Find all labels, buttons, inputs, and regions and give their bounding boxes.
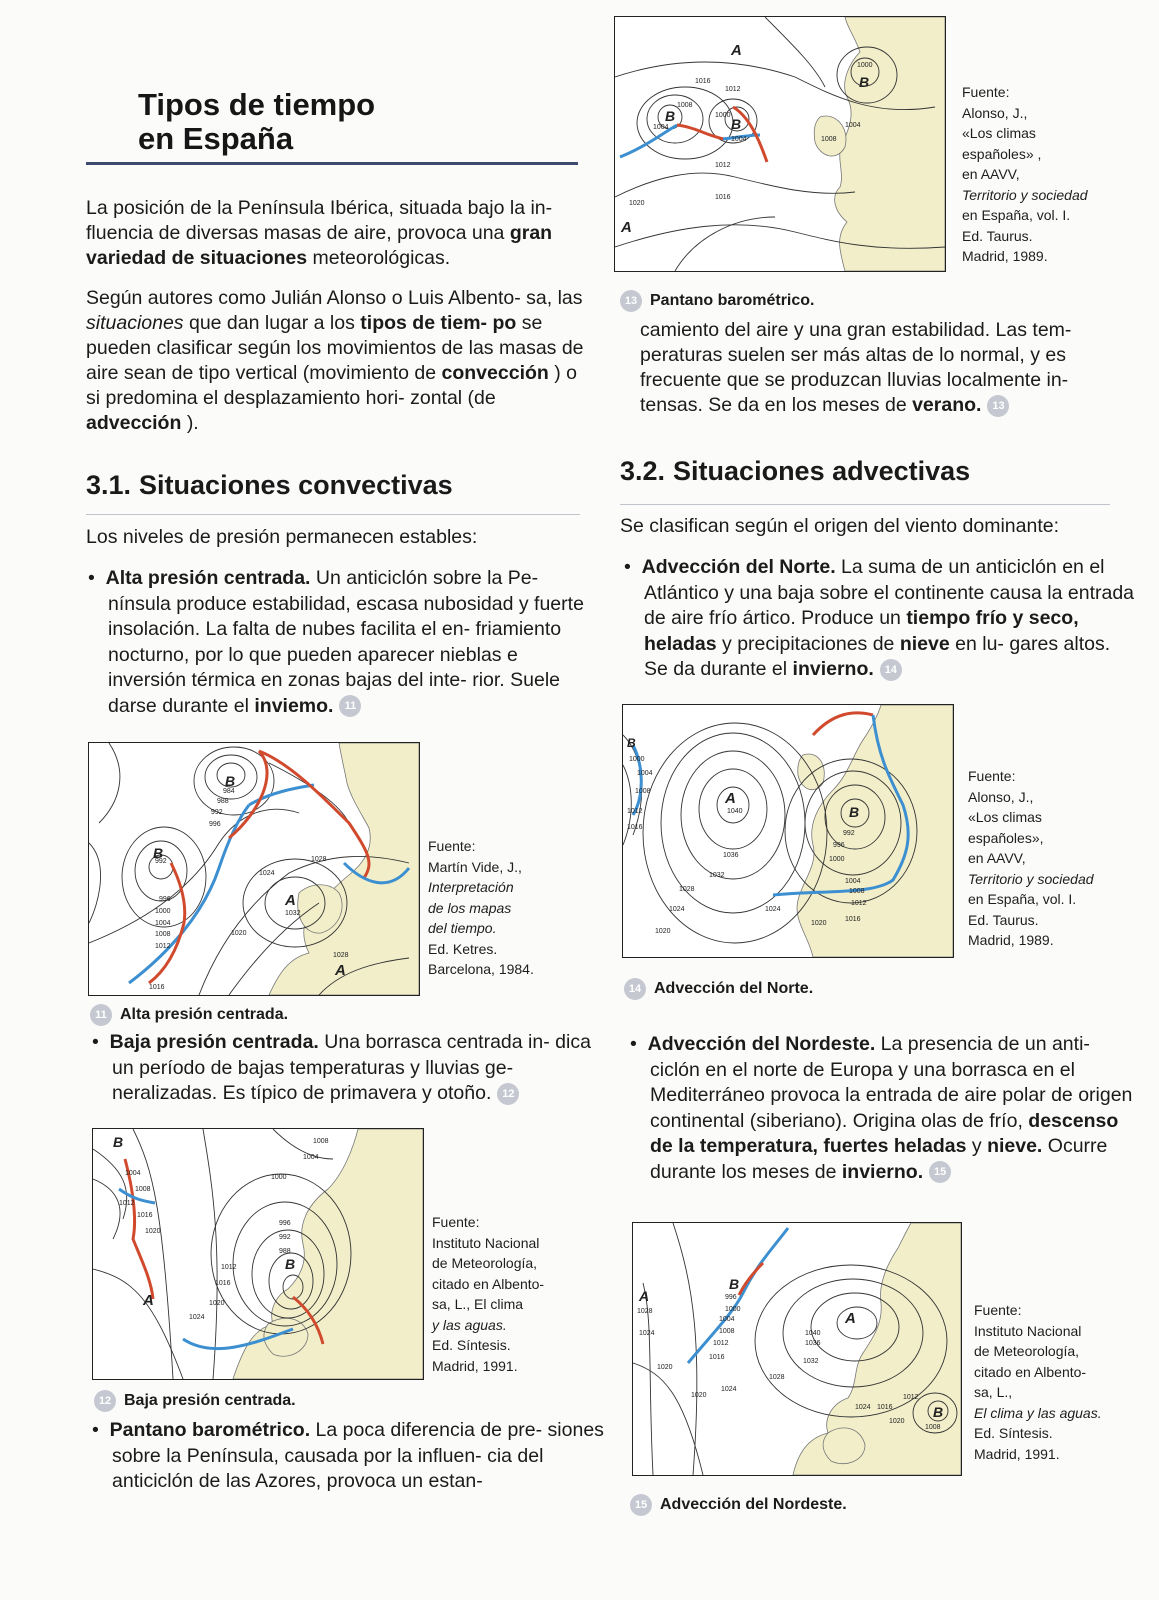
figure-12-source-line: citado en Albento- xyxy=(432,1275,545,1292)
figure-ref-11: 11 xyxy=(339,695,361,717)
map11-iso-1012: 1012 xyxy=(155,943,171,950)
text-run: verano. xyxy=(912,394,982,416)
map11-high-2: A xyxy=(335,962,346,979)
figure-12-source xyxy=(432,1212,562,1376)
figure-14-caption-text: Advección del Norte. xyxy=(654,980,814,997)
map14-low-1: B xyxy=(627,736,636,750)
bullet-pantano-lead: Pantano barométrico. xyxy=(109,1419,311,1441)
text-run: situaciones xyxy=(86,312,184,334)
map15-iso-1004: 1004 xyxy=(719,1316,735,1323)
figure-14-source-line: Alonso, J., xyxy=(968,788,1034,805)
map13-iso-1008: 1008 xyxy=(677,102,693,109)
figure-14-source-line: «Los climas xyxy=(968,809,1042,825)
bullet-alta-presion-text xyxy=(105,567,584,717)
figure-14-source xyxy=(968,766,1138,951)
map14-iso-1032: 1032 xyxy=(709,872,725,879)
map12-iso-1016: 1016 xyxy=(137,1212,153,1219)
text-run: friamiento nocturno, por lo que pueden aparecer xyxy=(108,618,562,666)
weather-map-15-svg xyxy=(633,1223,961,1475)
map15-low-1: B xyxy=(729,1276,740,1292)
figure-13-caption xyxy=(620,290,814,312)
text-run: La posición de la Península Ibérica, situada bajo la in- xyxy=(86,197,553,219)
map13-iso-1004c: 1004 xyxy=(845,122,861,129)
map12-iso-992: 992 xyxy=(279,1234,291,1241)
map11-low-2: B xyxy=(153,845,164,861)
figure-15-source-line: Instituto Nacional xyxy=(974,1322,1082,1339)
text-run: Según autores como Julián Alonso o Luis Albento- xyxy=(86,287,521,309)
text-run: en lu- xyxy=(955,632,1004,655)
figure-13-source-line: Fuente: xyxy=(962,84,1010,100)
map13-low-2: B xyxy=(731,116,742,132)
map14-iso-996: 996 xyxy=(833,842,845,849)
text-run: nieblas e inversión térmica en zonas bajas del inte- xyxy=(108,643,518,691)
map15-iso-1012: 1012 xyxy=(713,1340,729,1347)
weather-map-11-svg xyxy=(89,743,419,995)
map13-high-1: A xyxy=(731,42,742,59)
figure-13-number: 13 xyxy=(620,290,642,312)
map11-iso-1028: 1028 xyxy=(311,856,327,863)
map12-iso-1016b: 1016 xyxy=(215,1280,231,1287)
section-32-rule xyxy=(620,504,1110,505)
text-run: peraturas suelen ser más altas de lo normal, y es xyxy=(640,344,1066,366)
figure-13-source-line: Madrid, 1989. xyxy=(962,248,1048,264)
weather-map-12 xyxy=(92,1128,424,1380)
text-run: sa, las xyxy=(526,287,583,309)
text-run: advección xyxy=(86,412,182,434)
text-run: origen continental (siberiano). Origina olas de frío, xyxy=(650,1084,1133,1132)
map13-iso-1000: 1000 xyxy=(715,112,731,119)
map15-iso-996: 996 xyxy=(725,1294,737,1301)
bullet-adveccion-norte-lead: Advección del Norte. xyxy=(641,556,836,578)
text-run: y xyxy=(971,1135,982,1157)
map13-low-1: B xyxy=(665,108,676,124)
map11-iso-1032: 1032 xyxy=(285,910,301,917)
intro-paragraph-1 xyxy=(86,196,586,271)
figure-ref-13: 13 xyxy=(987,395,1009,417)
section-31-heading xyxy=(86,470,453,501)
section-31-title: Situaciones convectivas xyxy=(139,470,453,500)
map15-iso-1024b: 1024 xyxy=(721,1386,737,1393)
map14-iso-1028: 1028 xyxy=(679,886,695,893)
figure-12-caption-text: Baja presión centrada. xyxy=(124,1392,296,1409)
text-run: cia del anticiclón de las Azores, provoca un estan- xyxy=(112,1444,544,1492)
map13-iso-1012b: 1012 xyxy=(715,162,731,169)
figure-11-source-line: Ed. Ketres. xyxy=(428,940,498,957)
page-title-line-2: en España xyxy=(138,121,294,156)
text-run: nieve. xyxy=(987,1135,1043,1157)
map12-iso-1008: 1008 xyxy=(135,1186,151,1193)
bullet-adveccion-nordeste-lead: Advección del Nordeste. xyxy=(647,1033,876,1055)
text-run: Un anticiclón sobre la Pe- xyxy=(310,567,539,589)
map12-high-1: A xyxy=(143,1292,154,1309)
figure-12-source-line: Ed. Síntesis. xyxy=(432,1337,511,1353)
map15-iso-1008b: 1008 xyxy=(925,1424,941,1431)
map12-iso-1004: 1004 xyxy=(125,1170,141,1177)
figure-15-number: 15 xyxy=(630,1494,652,1516)
section-31-intro: Los niveles de presión permanecen estables: xyxy=(86,526,478,548)
figure-14-caption xyxy=(624,978,813,1000)
map15-iso-1016: 1016 xyxy=(709,1354,725,1361)
section-32-title: Situaciones advectivas xyxy=(673,456,971,486)
map14-iso-1016: 1016 xyxy=(627,824,643,831)
map14-iso-1004b: 1004 xyxy=(845,878,861,885)
figure-14-source-line: en España, vol. I. xyxy=(968,891,1077,907)
map11-iso-1008: 1008 xyxy=(155,931,171,938)
figure-12-source-line: Instituto Nacional xyxy=(432,1234,540,1251)
text-run: invierno. xyxy=(841,1160,924,1183)
map11-iso-992b: 992 xyxy=(155,858,167,865)
map15-iso-1008: 1008 xyxy=(719,1328,735,1335)
map15-iso-1024c: 1024 xyxy=(855,1404,871,1411)
map11-iso-1028b: 1028 xyxy=(333,952,349,959)
text-run: variedad de situaciones xyxy=(86,247,308,269)
figure-ref-12: 12 xyxy=(497,1083,519,1105)
map15-iso-1020c: 1020 xyxy=(889,1418,905,1425)
map13-iso-1004b: 1004 xyxy=(731,136,747,143)
text-run: gares altos. Se da durante el xyxy=(644,632,1111,680)
map13-iso-1008b: 1008 xyxy=(821,136,837,143)
text-run: invierno. xyxy=(792,658,874,680)
title-rule xyxy=(86,162,578,165)
figure-11-source xyxy=(428,836,558,980)
page-title-line-1: Tipos de tiempo xyxy=(138,87,376,122)
map14-iso-992: 992 xyxy=(843,830,855,837)
text-run: meteorológicas. xyxy=(312,247,451,269)
bullet-adveccion-nordeste-text xyxy=(647,1033,1133,1183)
section-31-rule xyxy=(86,514,580,515)
figure-15-source-line: de Meteorología, xyxy=(974,1343,1080,1359)
weather-map-13-svg xyxy=(615,17,945,271)
figure-14-source-line: Territorio y sociedad xyxy=(968,870,1094,887)
map12-iso-1012: 1012 xyxy=(119,1200,135,1207)
map14-iso-1000: 1000 xyxy=(629,756,645,763)
section-31-number: 3.1. xyxy=(86,470,132,500)
map15-iso-1016b: 1016 xyxy=(877,1404,893,1411)
map11-high-1: A xyxy=(285,892,296,909)
map12-iso-1020: 1020 xyxy=(145,1228,161,1235)
text-run: La poca diferencia de pre- xyxy=(310,1419,543,1441)
text-run: ciclón en el norte de Europa y una borrasca en el xyxy=(650,1058,1075,1081)
map15-iso-1000: 1000 xyxy=(725,1306,741,1313)
figure-12-caption xyxy=(94,1390,296,1412)
figure-14-source-line: Fuente: xyxy=(968,768,1016,784)
text-run: descenso de la temperatura, fuertes heladas xyxy=(650,1109,1119,1157)
figure-14-number: 14 xyxy=(624,978,646,1000)
text-run: po xyxy=(492,312,517,334)
figure-15-source-line: citado en Albento- xyxy=(974,1363,1087,1380)
text-run: dica un período de bajas temperaturas y lluvias ge- xyxy=(112,1031,591,1079)
section-32-number: 3.2. xyxy=(620,456,666,486)
map15-iso-1020: 1020 xyxy=(657,1364,673,1371)
weather-map-12-svg xyxy=(93,1129,423,1379)
map15-iso-1036: 1036 xyxy=(805,1340,821,1347)
figure-13-source-line: Territorio y sociedad xyxy=(962,186,1088,203)
map12-iso-1012b: 1012 xyxy=(221,1264,237,1271)
map15-iso-1024: 1024 xyxy=(639,1330,655,1337)
map14-iso-1012b: 1012 xyxy=(851,900,867,907)
map11-iso-992: 992 xyxy=(211,809,223,816)
text-run: y seco, heladas xyxy=(644,607,1079,655)
map12-low-1: B xyxy=(113,1134,124,1150)
weather-map-14 xyxy=(622,704,954,958)
text-run: camiento del aire y una gran estabilidad. Las tem- xyxy=(640,319,1072,341)
map15-iso-1032: 1032 xyxy=(803,1358,819,1365)
map14-iso-1012: 1012 xyxy=(627,808,643,815)
text-run: neralizadas. Es típico de primavera y otoño. xyxy=(112,1082,492,1104)
map14-iso-1000b: 1000 xyxy=(829,856,845,863)
bullet-adveccion-nordeste: • Advección del Nordeste. La presencia de un anti- ciclón en el norte de Europa y una borrasca en el Mediterráneo provoca la entrada de aire polar de origen continental (siberiano). Origina olas de frío, descenso de la temperatura, fuertes heladas y nieve. Ocurre durante los meses de invierno. 15 xyxy=(630,1033,1133,1183)
text-run: zontal (de xyxy=(410,387,496,409)
text-run: nínsula produce estabilidad, escasa nubosidad y xyxy=(108,592,529,615)
figure-13-source-line: Ed. Taurus. xyxy=(962,227,1033,244)
map12-iso-1004b: 1004 xyxy=(303,1154,319,1161)
map15-low-2: B xyxy=(933,1404,944,1420)
figure-11-source-line: de los mapas xyxy=(428,899,512,916)
map12-iso-988: 988 xyxy=(279,1248,291,1255)
figure-13-caption-text: Pantano barométrico. xyxy=(650,292,815,309)
text-run: tipos de tiem- xyxy=(360,312,488,334)
figure-12-source-line: Fuente: xyxy=(432,1214,480,1230)
map15-high-1: A xyxy=(639,1288,650,1304)
map12-iso-1024: 1024 xyxy=(189,1314,205,1321)
map12-iso-1008b: 1008 xyxy=(313,1138,329,1145)
bullet-adveccion-norte: • Advección del Norte. La suma de un anticiclón en el Atlántico y una baja sobre el continente causa la entrada de aire frío ártico. Produce un tiempo frío y seco, heladas y precipitaciones de nieve en lu- gares altos. Se da durante el invierno. 14 xyxy=(624,556,1135,680)
map11-iso-1004: 1004 xyxy=(155,920,171,927)
text-run: Mediterráneo provoca la entrada de aire polar de xyxy=(650,1084,1073,1106)
weather-map-15 xyxy=(632,1222,962,1476)
map13-iso-1020: 1020 xyxy=(629,200,645,207)
map12-iso-996: 996 xyxy=(279,1220,291,1227)
text-run: masas de aire sean de tipo vertical (movimiento de xyxy=(86,337,584,384)
map14-iso-1036: 1036 xyxy=(723,852,739,859)
bullet-alta-presion-lead: Alta presión centrada. xyxy=(105,567,311,589)
figure-15-source-line: El clima y las aguas. xyxy=(974,1404,1102,1421)
text-run: tensas. Se da en los meses de xyxy=(640,394,913,416)
map14-iso-1040: 1040 xyxy=(727,808,743,815)
figure-15-source-line: Fuente: xyxy=(974,1302,1022,1318)
figure-13-source-line: españoles» , xyxy=(962,145,1042,162)
figure-13-source xyxy=(962,82,1132,267)
figure-15-source xyxy=(974,1300,1144,1464)
weather-map-14-svg xyxy=(623,705,953,957)
text-run: inviemo. xyxy=(254,694,334,717)
bullet-baja-presion-lead: Baja presión centrada. xyxy=(109,1031,319,1053)
weather-map-11 xyxy=(88,742,420,996)
figure-12-source-line: y las aguas. xyxy=(432,1316,507,1333)
figure-14-source-line: en AAVV, xyxy=(968,850,1026,866)
text-run: que dan lugar a los xyxy=(188,312,361,334)
text-run: Una borrasca centrada in- xyxy=(318,1031,550,1053)
map14-iso-1008b: 1008 xyxy=(849,888,865,895)
text-run: ) o si predomina el desplazamiento hori- xyxy=(86,362,577,409)
figure-11-source-line: Fuente: xyxy=(428,838,476,854)
section-32-intro: Se clasifican según el origen del viento dominante: xyxy=(620,515,1060,537)
text-run: la entrada de aire frío ártico. Produce un xyxy=(644,581,1135,629)
figure-15-caption xyxy=(630,1494,847,1516)
figure-11-caption-text: Alta presión centrada. xyxy=(120,1006,289,1023)
figure-12-number: 12 xyxy=(94,1390,116,1412)
section-32-heading xyxy=(620,456,970,487)
map11-low-1: B xyxy=(225,773,236,789)
map14-low-2: B xyxy=(849,804,860,820)
map12-iso-1020b: 1020 xyxy=(209,1300,225,1307)
map14-iso-1024b: 1024 xyxy=(765,906,781,913)
text-run: tiempo frío xyxy=(906,607,1008,629)
figure-15-source-line: Madrid, 1991. xyxy=(974,1445,1060,1462)
figure-12-source-line: sa, L., El clima xyxy=(432,1296,524,1312)
text-run: gran xyxy=(509,222,553,244)
map11-iso-988: 988 xyxy=(217,798,229,805)
map14-iso-1008: 1008 xyxy=(635,788,651,795)
page-title xyxy=(138,88,518,156)
map11-iso-996: 996 xyxy=(209,821,221,828)
map15-iso-1028: 1028 xyxy=(637,1308,653,1315)
figure-ref-15: 15 xyxy=(929,1161,951,1183)
figure-13-source-line: Alonso, J., xyxy=(962,104,1028,121)
figure-14-source-line: Ed. Taurus. xyxy=(968,911,1039,928)
text-run: frecuente que se produzcan lluvias localmente in- xyxy=(640,369,1069,391)
figure-11-source-line: Barcelona, 1984. xyxy=(428,961,534,977)
text-run: convección xyxy=(441,362,549,384)
map11-iso-996b: 996 xyxy=(159,896,171,903)
figure-11-source-line: Interpretación xyxy=(428,879,514,895)
map11-iso-1000: 1000 xyxy=(155,908,171,915)
map12-low-2: B xyxy=(285,1256,296,1272)
figure-14-source-line: Madrid, 1989. xyxy=(968,932,1054,948)
map14-iso-1016b: 1016 xyxy=(845,916,861,923)
map14-iso-1004: 1004 xyxy=(637,770,653,777)
map15-iso-1012b: 1012 xyxy=(903,1394,919,1401)
map15-iso-1040: 1040 xyxy=(805,1330,821,1337)
bullet-alta-presion: • Alta presión centrada. Un anticiclón sobre la Pe- nínsula produce estabilidad, escasa nubosidad y fuerte insolación. La falta de nubes facilita el en- friamiento nocturno, por lo que pueden aparecer nieblas e inversión térmica en zonas bajas del inte- rior. Suele darse durante el inviemo. 11 xyxy=(88,567,584,717)
text-run: se pueden clasificar según los movimientos de las xyxy=(86,312,543,359)
map11-iso-1020: 1020 xyxy=(231,930,247,937)
map14-high-1: A xyxy=(725,790,736,807)
map11-iso-1024: 1024 xyxy=(259,870,275,877)
map13-high-2: A xyxy=(621,219,632,236)
text-run: ). xyxy=(186,412,199,434)
bullet-baja-presion: • Baja presión centrada. Una borrasca centrada in- dica un período de bajas temperaturas y lluvias ge- neralizadas. Es típico de primavera y otoño. 12 xyxy=(92,1031,591,1104)
figure-12-source-line: Madrid, 1991. xyxy=(432,1357,518,1374)
text-run: el Atlántico y una baja sobre el continente causa xyxy=(644,556,1105,604)
figure-15-source-line: Ed. Síntesis. xyxy=(974,1425,1053,1441)
intro-paragraph-2 xyxy=(86,286,586,436)
map13-iso-1016: 1016 xyxy=(695,78,711,85)
figure-11-source-line: Martín Vide, J., xyxy=(428,858,522,875)
figure-11-number: 11 xyxy=(90,1004,112,1026)
figure-15-caption-text: Advección del Nordeste. xyxy=(660,1496,847,1513)
bullet-pantano-continued xyxy=(640,318,1110,418)
figure-13-source-line: en AAVV, xyxy=(962,166,1020,182)
map15-high-2: A xyxy=(845,1310,856,1327)
map13-iso-1004: 1004 xyxy=(653,124,669,131)
text-run: fluencia de diversas masas de aire, provoca una xyxy=(86,222,510,244)
figure-13-source-line: en España, vol. I. xyxy=(962,207,1071,223)
figure-15-source-line: sa, L., xyxy=(974,1384,1013,1400)
map13-iso-1000b: 1000 xyxy=(857,62,873,69)
text-run: nieve xyxy=(899,632,950,655)
text-run: fuerte insolación. La falta de nubes facilita el en- xyxy=(108,592,584,640)
text-run: La suma de un anticiclón en xyxy=(835,556,1084,578)
figure-11-source-line: del tiempo. xyxy=(428,920,497,936)
figure-11-caption xyxy=(90,1004,288,1026)
figure-13-source-line: «Los climas xyxy=(962,125,1036,141)
weather-map-13 xyxy=(614,16,946,272)
map15-iso-1020b: 1020 xyxy=(691,1392,707,1399)
map11-iso-1016: 1016 xyxy=(149,984,165,991)
map14-iso-1024: 1024 xyxy=(669,906,685,913)
map13-low-3: B xyxy=(859,74,870,90)
map11-iso-984: 984 xyxy=(223,788,235,795)
map15-iso-1028b: 1028 xyxy=(769,1374,785,1381)
map12-iso-1000: 1000 xyxy=(271,1174,287,1181)
figure-ref-14: 14 xyxy=(880,659,902,681)
text-run: rior. Suele darse durante el xyxy=(108,669,561,717)
figure-14-source-line: españoles», xyxy=(968,829,1044,846)
figure-12-source-line: de Meteorología, xyxy=(432,1255,538,1271)
map14-iso-1020b: 1020 xyxy=(811,920,827,927)
text-run: y precipitaciones de xyxy=(722,632,900,655)
text-run: La presencia de un anti- xyxy=(875,1033,1090,1055)
map14-iso-1020: 1020 xyxy=(655,928,671,935)
bullet-pantano: • Pantano barométrico. La poca diferencia de pre- siones sobre la Península, causada por la influen- cia del anticiclón de las Azores, provoca un estan- xyxy=(92,1419,604,1492)
text-run: siones sobre la Península, causada por la influen- xyxy=(112,1419,604,1467)
text-run: Ocurre durante los meses de xyxy=(650,1135,1108,1183)
map13-iso-1016b: 1016 xyxy=(715,194,731,201)
map13-iso-1012: 1012 xyxy=(725,86,741,93)
